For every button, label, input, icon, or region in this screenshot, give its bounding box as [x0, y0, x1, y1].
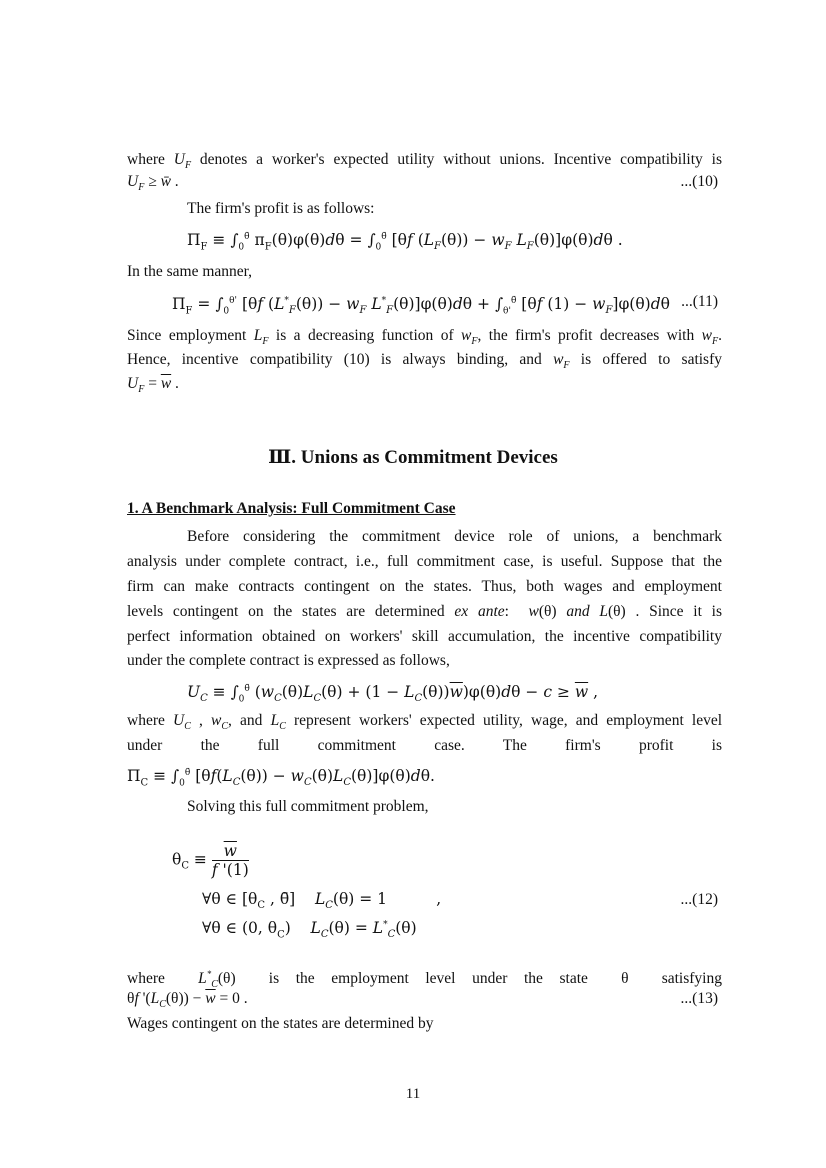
equation-number-10: ...(10) [680, 173, 718, 190]
equation-uc: $U_C \equiv \int_0^{\thetā}$ $(w_C(\theta)L_C(\theta) + (1 - L_C(\theta))\overline{w})\varphi(\theta)d\theta - c \ge \overline{w}$ , [187, 683, 598, 705]
equation-number-13: ...(13) [680, 990, 718, 1007]
text-line: where $L^*_C(\theta)$ is the employment level under the state θ satisfying [127, 969, 722, 991]
subsection-heading: 1. A Benchmark Analysis: Full Commitment Case [127, 500, 456, 517]
text-line: analysis under complete contract, i.e., full commitment case, is useful. Suppose that the [127, 553, 722, 570]
page-number: 11 [405, 1086, 421, 1102]
equation-firm-profit-c: $\Pi_C \equiv \int_0^{\thetā}$ $[\theta f(L_C(\theta)) - w_C(\theta)L_C(\theta)]\varphi(\theta)d\theta$. [127, 767, 435, 789]
equation-12-line-2: ∀θ ∈ [$\theta_C$ , θ̄] $L_C(\theta) = 1$ , [202, 890, 442, 912]
text-line: levels contingent on the states are determined ex ante: w(θ) and L(θ) . Since it is [127, 603, 723, 620]
text-line: In the same manner, [127, 263, 253, 280]
text-line: $U_F = \overline{w}$ . [127, 375, 179, 396]
text-line: under the complete contract is expressed as follows, [127, 652, 450, 669]
equation-11: $\Pi_F = \int_0^{\theta'}$ [θf $(L^*_F(\theta)) - w_F$ $L^*_F(\theta)]\varphi(\theta)d\theta + \int_{\theta'}^{\thetā}$ [θf $(1) - w_F]\varphi(\theta)d\theta$ [172, 295, 671, 317]
text-line: under the full commitment case. The firm's profit is [127, 737, 722, 754]
inequality-10: $U_F$ ≥ w̄ . [127, 173, 179, 194]
text-line: Solving this full commitment problem, [187, 798, 429, 815]
equation-number-12: ...(12) [680, 891, 718, 908]
text-line: Before considering the commitment device role of unions, a benchmark [187, 528, 722, 545]
text-line: Since employment $L_F$ is a decreasing function of $w_F$, the firm's profit decreases with $w_F$. [127, 327, 722, 348]
text-line: Hence, incentive compatibility (10) is always binding, and $w_F$ is offered to satisfy [127, 351, 722, 372]
text-line: perfect information obtained on workers' skill accumulation, the incentive compatibility [127, 628, 722, 645]
equation-13: θf '$(L_C(\theta)) - \overline{w} = 0$ . [127, 990, 248, 1011]
text-line: where $U_F$ denotes a worker's expected utility without unions. Incentive compatibility is [127, 151, 722, 172]
text-line: firm can make contracts contingent on the states. Thus, both wages and employment [127, 578, 722, 595]
text-line: Wages contingent on the states are determined by [127, 1015, 434, 1032]
equation-12-theta-c: $\theta_C$ ≡ $\frac{\overline{w}}{f '(1)}$ [172, 842, 249, 879]
equation-firm-profit: $\Pi_F \equiv \int_0^{\thetā}$ $\pi_F(\theta)\varphi(\theta)d\theta = \int_0^{\thetā}$ [θf $(L_F(\theta)) - w_F$ $L_F(\theta)]\varphi(\theta)d\theta$ . [187, 231, 623, 253]
text-line: where $U_C$ , $w_C$, and $L_C$ represent workers' expected utility, wage, and employment level [127, 712, 723, 733]
section-heading: Ⅲ. Unions as Commitment Devices [268, 447, 558, 468]
text-line: The firm's profit is as follows: [187, 200, 375, 217]
equation-12-line-3: ∀θ ∈ (0, $\theta_C$) $L_C(\theta) = L^*_C(\theta)$ [202, 919, 417, 941]
equation-number-11: ...(11) [681, 293, 718, 310]
